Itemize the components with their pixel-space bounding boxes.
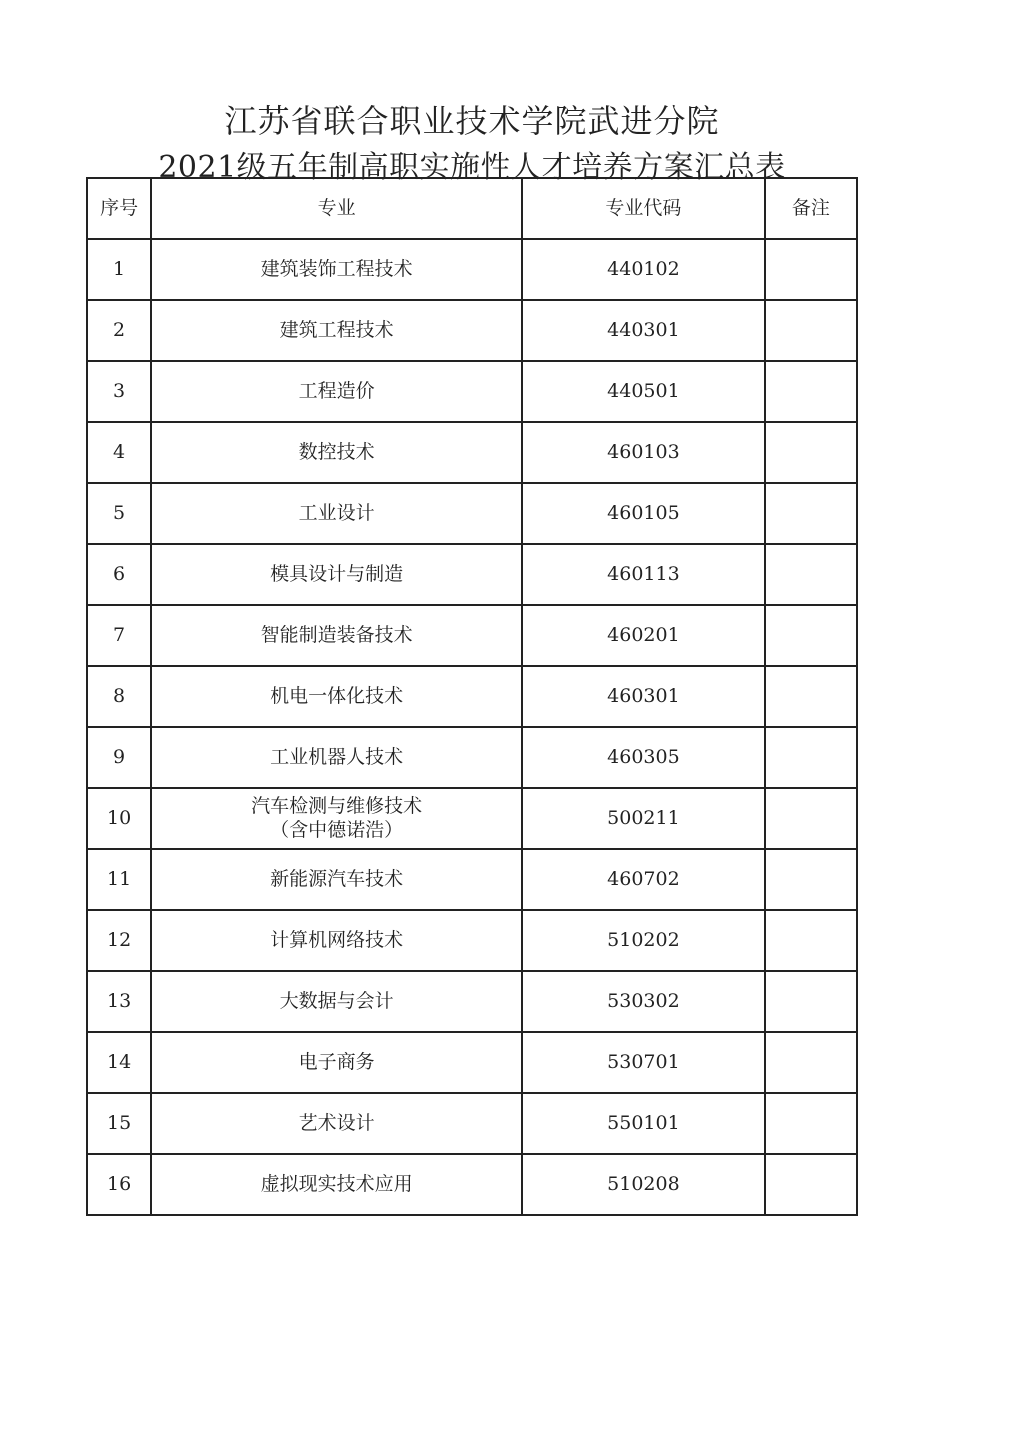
major-name: 大数据与会计 [279, 989, 394, 1012]
major-name: 工程造价 [298, 379, 375, 402]
cell-note [765, 1154, 857, 1215]
cell-code: 440501 [522, 361, 765, 422]
table-row [87, 1154, 857, 1215]
header-major: 专业 [151, 178, 522, 239]
major-name: 机电一体化技术 [270, 684, 404, 707]
cell-code: 440301 [522, 300, 765, 361]
cell-seq: 3 [87, 361, 151, 422]
cell-seq: 10 [87, 788, 151, 849]
cell-major [151, 300, 522, 361]
cell-note [765, 727, 857, 788]
cell-note [765, 1032, 857, 1093]
table-row [87, 910, 857, 971]
major-name: 艺术设计 [298, 1111, 375, 1134]
cell-code: 460103 [522, 422, 765, 483]
cell-seq: 2 [87, 300, 151, 361]
cell-note [765, 239, 857, 300]
cell-code: 460105 [522, 483, 765, 544]
cell-seq: 14 [87, 1032, 151, 1093]
cell-major [151, 605, 522, 666]
cell-note [765, 910, 857, 971]
table-row [87, 300, 857, 361]
cell-code: 530701 [522, 1032, 765, 1093]
table-row [87, 971, 857, 1032]
cell-major [151, 849, 522, 910]
table-row [87, 422, 857, 483]
cell-major [151, 666, 522, 727]
cell-code: 460201 [522, 605, 765, 666]
table-row [87, 1032, 857, 1093]
cell-major [151, 1154, 522, 1215]
cell-seq: 6 [87, 544, 151, 605]
major-name: 数控技术 [298, 440, 375, 463]
table-row [87, 727, 857, 788]
cell-code: 530302 [522, 971, 765, 1032]
cell-code: 510208 [522, 1154, 765, 1215]
cell-major [151, 544, 522, 605]
major-name: 新能源汽车技术 [270, 867, 404, 890]
table-row [87, 605, 857, 666]
table-row [87, 544, 857, 605]
cell-note [765, 544, 857, 605]
major-note: （含中德诺浩） [270, 818, 404, 841]
document-subtitle: 2021级五年制高职实施性人才培养方案汇总表 [158, 150, 786, 185]
cell-seq: 1 [87, 239, 151, 300]
cell-seq: 7 [87, 605, 151, 666]
cell-seq: 9 [87, 727, 151, 788]
cell-code: 550101 [522, 1093, 765, 1154]
cell-major [151, 1093, 522, 1154]
cell-seq: 5 [87, 483, 151, 544]
cell-major [151, 483, 522, 544]
major-name: 工业机器人技术 [270, 745, 404, 768]
major-name: 智能制造装备技术 [260, 623, 413, 646]
cell-seq: 13 [87, 971, 151, 1032]
table-row [87, 666, 857, 727]
cell-note [765, 422, 857, 483]
cell-note [765, 300, 857, 361]
cell-seq: 16 [87, 1154, 151, 1215]
table-header-row [87, 178, 857, 239]
cell-major [151, 971, 522, 1032]
header-seq: 序号 [87, 178, 151, 239]
header-code: 专业代码 [522, 178, 765, 239]
cell-code: 460113 [522, 544, 765, 605]
cell-code: 460301 [522, 666, 765, 727]
table-row [87, 361, 857, 422]
major-name: 计算机网络技术 [270, 928, 404, 951]
major-name: 电子商务 [298, 1050, 375, 1073]
cell-major [151, 422, 522, 483]
major-name: 汽车检测与维修技术 [251, 794, 423, 817]
cell-code: 510202 [522, 910, 765, 971]
document-title: 江苏省联合职业技术学院武进分院 [224, 102, 720, 140]
cell-seq: 15 [87, 1093, 151, 1154]
major-name: 模具设计与制造 [270, 562, 404, 585]
cell-note [765, 1093, 857, 1154]
major-name: 工业设计 [298, 501, 375, 524]
cell-seq: 11 [87, 849, 151, 910]
cell-note [765, 361, 857, 422]
cell-major [151, 910, 522, 971]
cell-major [151, 361, 522, 422]
cell-code: 440102 [522, 239, 765, 300]
major-name: 虚拟现实技术应用 [260, 1172, 413, 1195]
cell-note [765, 483, 857, 544]
cell-major [151, 239, 522, 300]
cell-note [765, 666, 857, 727]
table-row [87, 239, 857, 300]
cell-major [151, 727, 522, 788]
cell-seq: 8 [87, 666, 151, 727]
cell-note [765, 971, 857, 1032]
table-row [87, 483, 857, 544]
cell-major [151, 788, 522, 849]
cell-note [765, 849, 857, 910]
table-row [87, 1093, 857, 1154]
cell-code: 460702 [522, 849, 765, 910]
header-note: 备注 [765, 178, 857, 239]
table-row [87, 788, 857, 849]
cell-seq: 12 [87, 910, 151, 971]
cell-note [765, 605, 857, 666]
cell-note [765, 788, 857, 849]
program-summary-table [86, 177, 858, 1216]
cell-code: 500211 [522, 788, 765, 849]
table-body [87, 239, 857, 1215]
cell-major [151, 1032, 522, 1093]
cell-seq: 4 [87, 422, 151, 483]
cell-code: 460305 [522, 727, 765, 788]
major-name: 建筑装饰工程技术 [260, 257, 413, 280]
table-row [87, 849, 857, 910]
major-name: 建筑工程技术 [279, 318, 394, 341]
